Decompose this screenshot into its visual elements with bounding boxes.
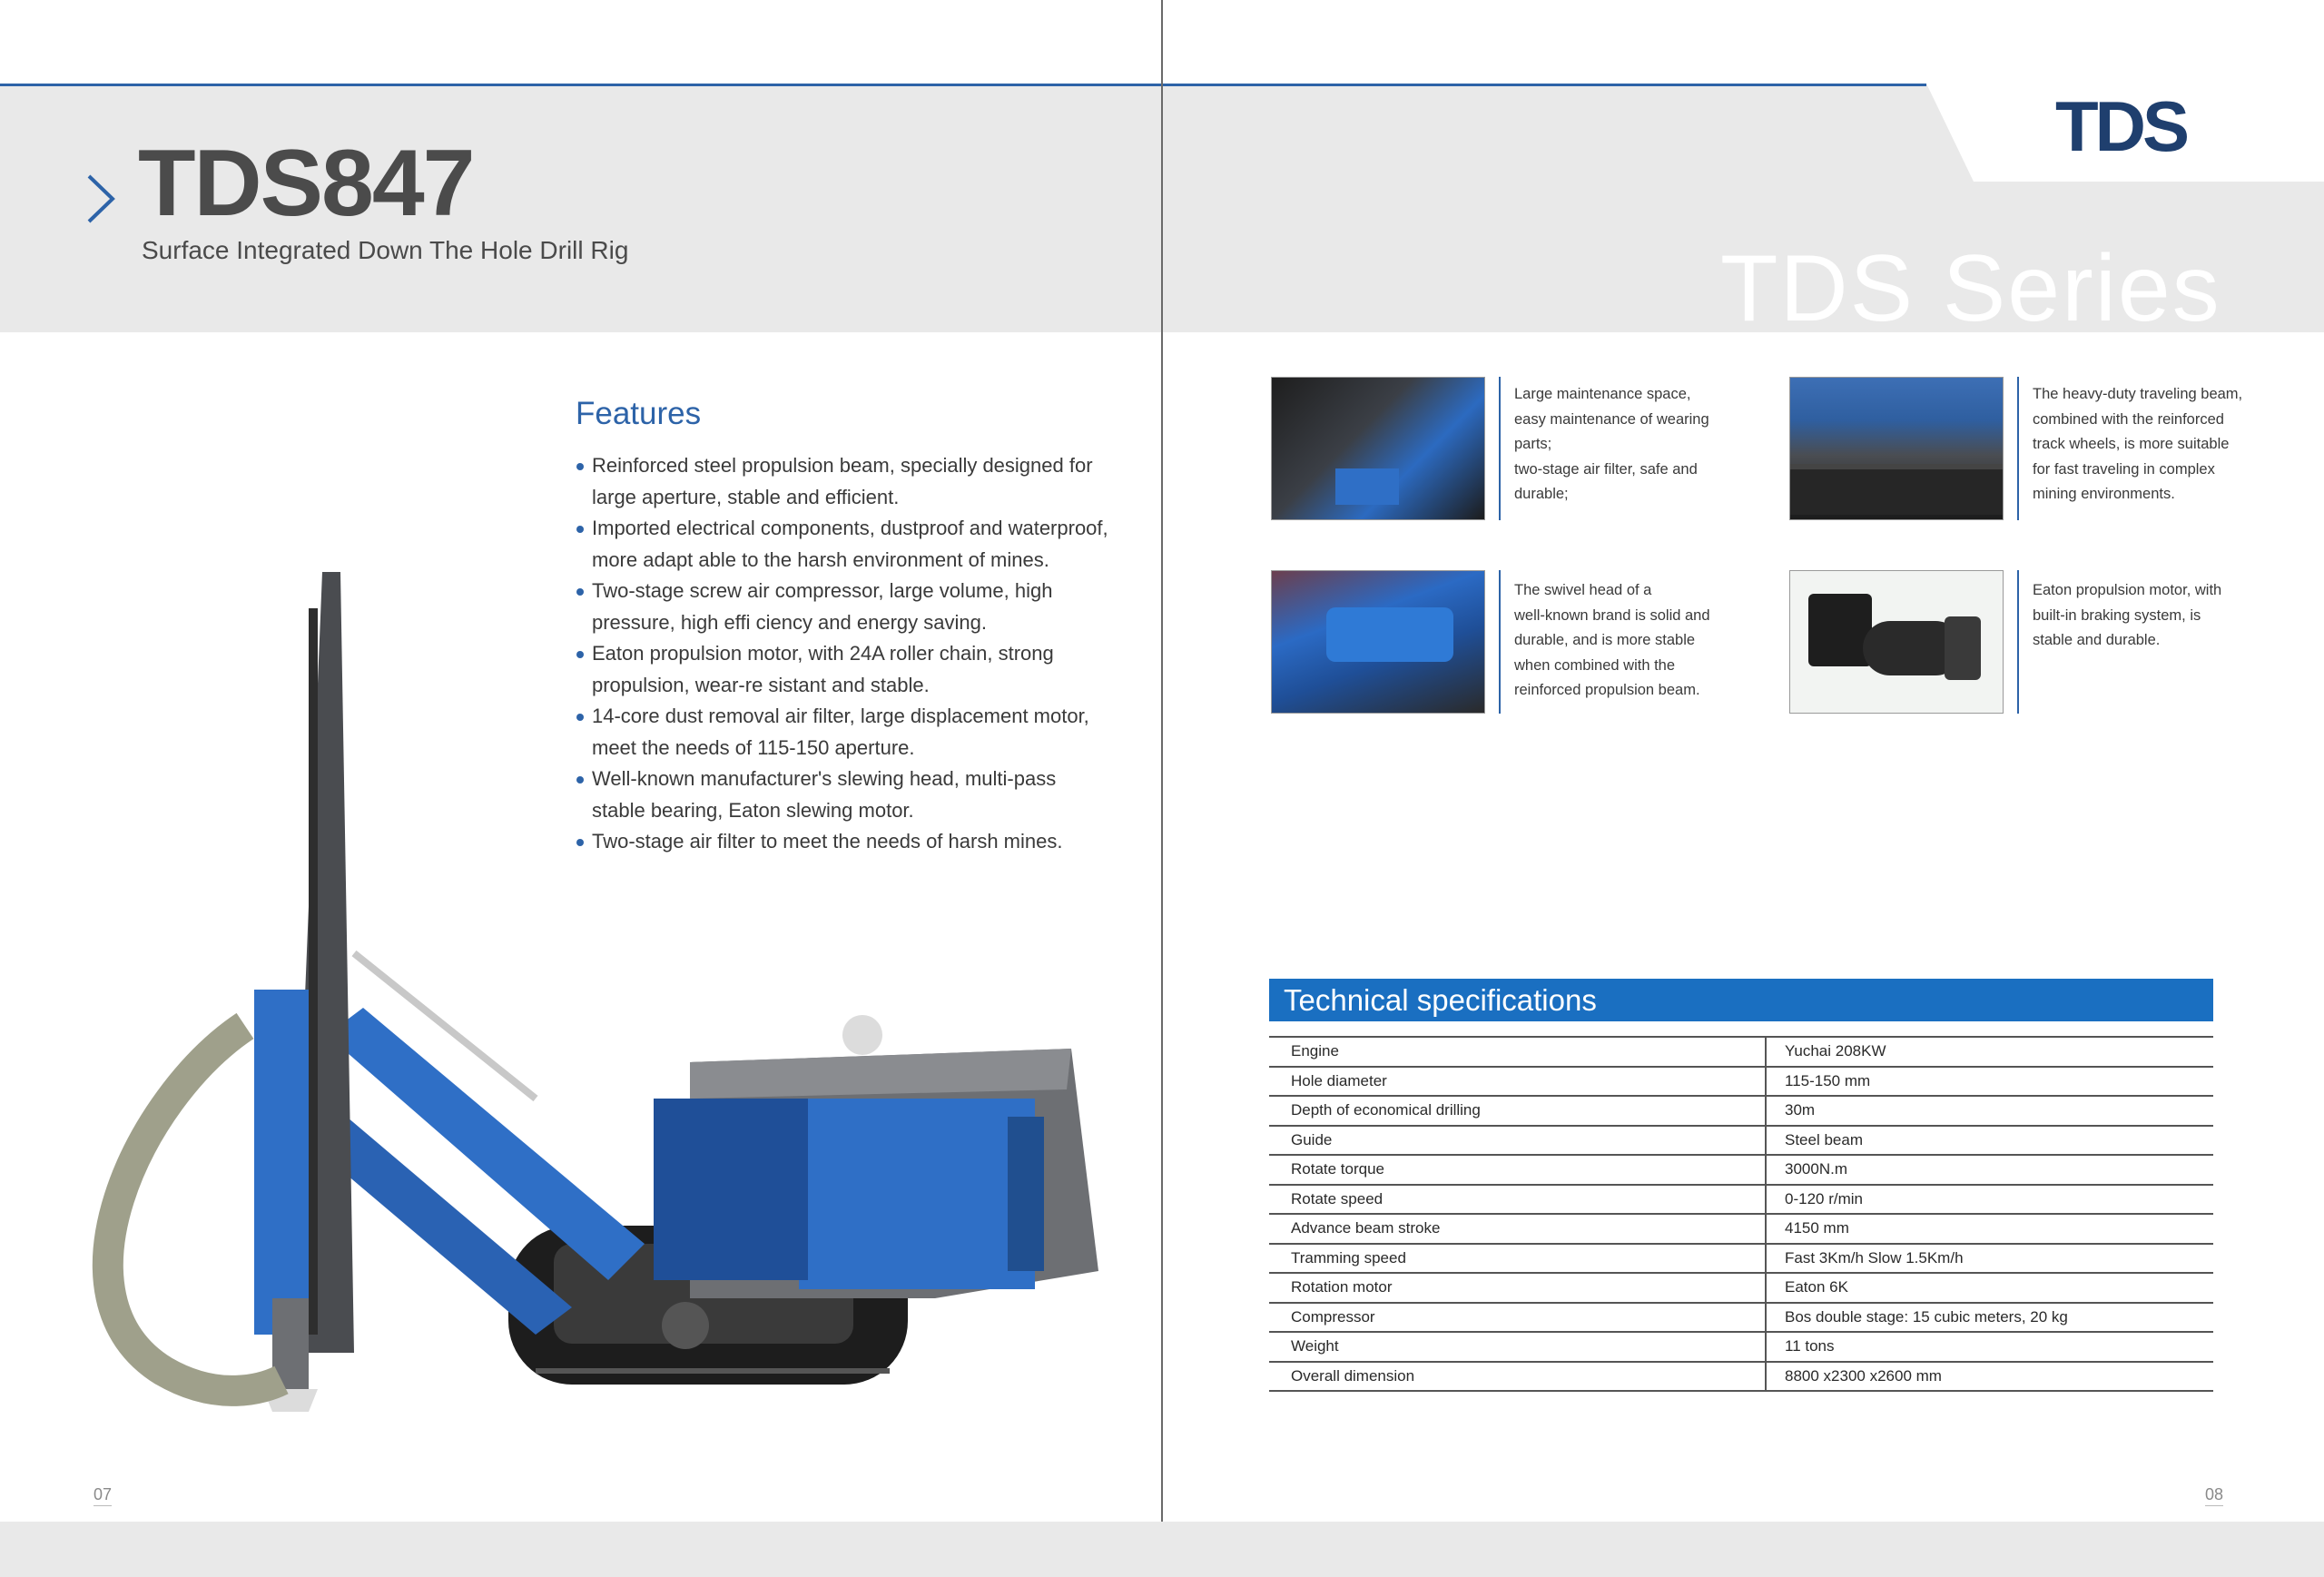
table-row	[1269, 1067, 2213, 1097]
spec-table	[1269, 1036, 2213, 1392]
model-title: TDS847	[138, 131, 474, 236]
logo-text: TDS	[2055, 98, 2186, 156]
spec-value: 115-150 mm	[1766, 1067, 2213, 1097]
spec-key: Hole diameter	[1269, 1067, 1766, 1097]
feature-item: Two-stage screw air compressor, large volume, high	[576, 576, 1120, 607]
table-row	[1269, 1037, 2213, 1067]
chevron-right-icon	[84, 172, 120, 225]
feature-item-cont: more adapt able to the harsh environment of mines.	[592, 547, 1049, 571]
drill-rig-illustration	[64, 554, 1108, 1416]
features-heading: Features	[576, 396, 702, 431]
feature-item: Eaton propulsion motor, with 24A roller chain, strong	[576, 638, 1120, 670]
spec-value: Steel beam	[1766, 1126, 2213, 1156]
spec-key: Advance beam stroke	[1269, 1214, 1766, 1244]
feature-item: Imported electrical components, dustproof and waterproof,	[576, 513, 1120, 545]
spec-value: Fast 3Km/h Slow 1.5Km/h	[1766, 1244, 2213, 1274]
spec-value: 11 tons	[1766, 1332, 2213, 1362]
page-number-right: 08	[2205, 1485, 2223, 1506]
spec-value: 3000N.m	[1766, 1155, 2213, 1185]
table-row	[1269, 1273, 2213, 1303]
table-row	[1269, 1155, 2213, 1185]
feature-item: Well-known manufacturer's slewing head, multi-pass	[576, 764, 1120, 795]
table-row	[1269, 1303, 2213, 1333]
page-spine	[1161, 0, 1163, 1522]
footer-band	[0, 1522, 2324, 1577]
table-row	[1269, 1185, 2213, 1215]
model-subtitle: Surface Integrated Down The Hole Drill Rig	[142, 236, 629, 264]
caption-divider	[2017, 570, 2019, 714]
spec-key: Rotation motor	[1269, 1273, 1766, 1303]
series-watermark: TDS Series	[1720, 236, 2221, 341]
table-row	[1269, 1126, 2213, 1156]
table-row	[1269, 1362, 2213, 1392]
table-row	[1269, 1096, 2213, 1126]
spec-key: Rotate speed	[1269, 1185, 1766, 1215]
table-row	[1269, 1244, 2213, 1274]
feature-item-cont: pressure, high effi ciency and energy saving.	[592, 610, 987, 634]
feature-item: Two-stage air filter to meet the needs of harsh mines.	[576, 826, 1120, 858]
spec-key: Weight	[1269, 1332, 1766, 1362]
gallery-photo-crawler-track	[1789, 377, 2004, 520]
feature-item: 14-core dust removal air filter, large displacement motor,	[576, 701, 1120, 733]
spec-value: Yuchai 208KW	[1766, 1037, 2213, 1067]
gallery-photo-engine-bay	[1271, 377, 1485, 520]
table-row	[1269, 1332, 2213, 1362]
spec-key: Depth of economical drilling	[1269, 1096, 1766, 1126]
spec-value: 30m	[1766, 1096, 2213, 1126]
caption-divider	[1499, 377, 1501, 520]
caption-divider	[2017, 377, 2019, 520]
header-rule	[0, 84, 1926, 86]
feature-item-cont: propulsion, wear-re sistant and stable.	[592, 673, 930, 696]
spec-key: Tramming speed	[1269, 1244, 1766, 1274]
spec-heading: Technical specifications	[1269, 979, 2213, 1021]
caption-divider	[1499, 570, 1501, 714]
tds-logo	[2008, 98, 2233, 156]
gallery-photo-propulsion-motor	[1789, 570, 2004, 714]
gallery-caption: Large maintenance space, easy maintenance of wearing parts; two-stage air filter, safe and durable;	[1514, 386, 1709, 502]
gallery-caption: Eaton propulsion motor, with built-in braking system, is stable and durable.	[2033, 582, 2222, 648]
spec-key: Guide	[1269, 1126, 1766, 1156]
gallery-caption: The swivel head of a well-known brand is solid and durable, and is more stable when combined with the reinforced propulsion beam.	[1514, 582, 1710, 698]
gallery-caption: The heavy-duty traveling beam, combined with the reinforced track wheels, is more suitable for fast traveling in complex mining environments.	[2033, 386, 2243, 502]
spec-value: 0-120 r/min	[1766, 1185, 2213, 1215]
table-row	[1269, 1214, 2213, 1244]
spec-key: Compressor	[1269, 1303, 1766, 1333]
spec-value: 4150 mm	[1766, 1214, 2213, 1244]
spec-key: Overall dimension	[1269, 1362, 1766, 1392]
feature-item-cont: large aperture, stable and efficient.	[592, 485, 900, 508]
feature-item-cont: meet the needs of 115-150 aperture.	[592, 735, 915, 759]
spec-value: 8800 x2300 x2600 mm	[1766, 1362, 2213, 1392]
feature-item: Reinforced steel propulsion beam, specially designed for	[576, 450, 1120, 482]
spec-key: Engine	[1269, 1037, 1766, 1067]
spec-key: Rotate torque	[1269, 1155, 1766, 1185]
page-number-left: 07	[94, 1485, 112, 1506]
feature-item-cont: stable bearing, Eaton slewing motor.	[592, 798, 914, 822]
spec-value: Bos double stage: 15 cubic meters, 20 kg	[1766, 1303, 2213, 1333]
spec-value: Eaton 6K	[1766, 1273, 2213, 1303]
gallery-photo-swivel-head	[1271, 570, 1485, 714]
